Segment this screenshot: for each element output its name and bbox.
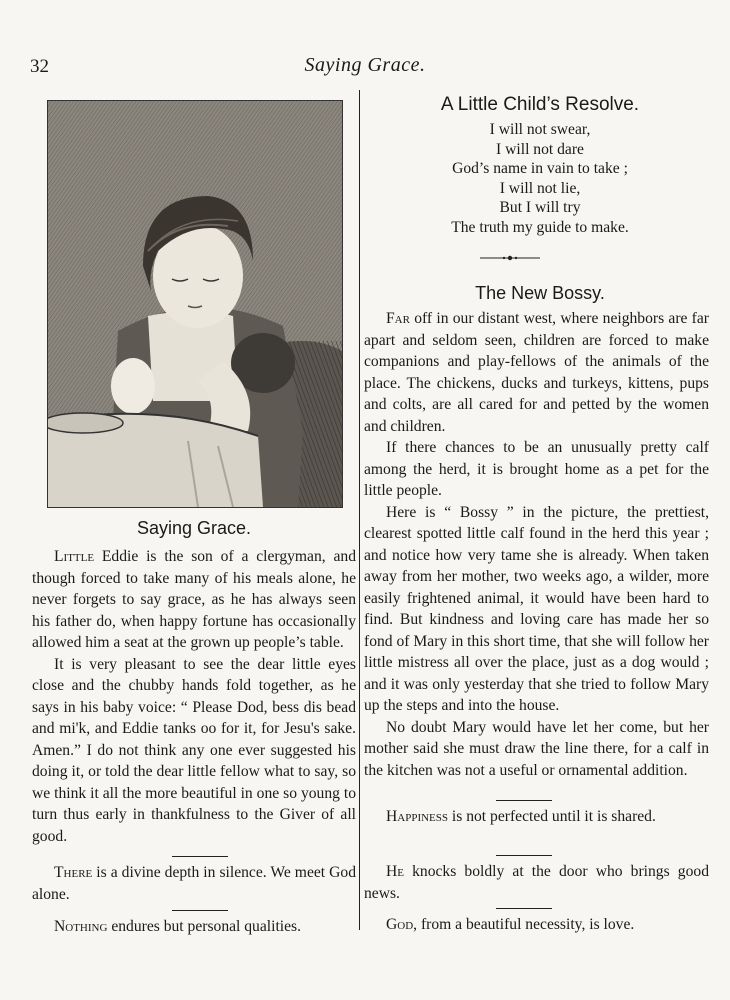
poem-body [370, 120, 710, 238]
short-rule [496, 800, 552, 801]
paragraph [364, 308, 709, 437]
engraving-illustration [47, 100, 343, 508]
page-number: 32 [30, 56, 49, 77]
saying-text: is a divine depth in silence. We meet God alone. [32, 864, 356, 903]
saying-good-news [364, 861, 709, 904]
lead-word: Happiness [386, 808, 449, 825]
paragraph-text: Eddie is the son of a clergyman, and though forced to take many of his meals alone, he never forgets to say grace, as he has always seen his father do, when happy fortune has occasionally allowed him a seat at the grown up people’s table. [32, 548, 356, 651]
saying-god-is-love [364, 914, 709, 936]
paragraph-text: off in our distant west, where neighbors are far apart and seldom seen, children are forced to make companions and play-fellows of the animals of the place. The chickens, ducks and turkeys, kittens, pups and colts, are all cared for and petted by the women and children. [364, 310, 709, 435]
short-rule [496, 908, 552, 909]
saying-text: knocks boldly at the door who brings good news. [364, 863, 709, 902]
poem-line: But I will try [499, 199, 581, 217]
running-title: Saying Grace. [304, 54, 426, 76]
new-bossy-text [364, 308, 709, 781]
poem-line: I will not lie, [499, 179, 581, 197]
saying-happiness [364, 806, 709, 828]
paragraph [32, 546, 356, 654]
story-title-new-bossy: The New Bossy. [475, 283, 605, 303]
paragraph: Here is “ Bossy ” in the picture, the prettiest, clearest spotted little calf found in the herd this year ; and notice how very tame she is already. When taken away from her mother, two weeks ago, a wilder, more easily frightened animal, it would have been hard to find. But kindness and loving care has made her so fond of Mary in this short time, that she will follow her little mistress all over the place, just as a dog would ; and it was only yesterday that she tried to follow Mary up the steps and into the house. [364, 503, 709, 714]
story-title-saying-grace: Saying Grace. [136, 518, 252, 538]
saying-grace-text [32, 546, 356, 847]
child-praying-image [48, 101, 342, 507]
ornament-divider [480, 255, 540, 261]
poem-title: A Little Child’s Resolve. [440, 94, 640, 115]
saying-text: endures but personal qualities. [107, 918, 301, 935]
poem-line: I will not swear, [489, 121, 591, 138]
paragraph: If there chances to be an unusually pretty calf among the herd, it is brought home as a pet for the little people. [364, 439, 709, 499]
poem-line: The truth my guide to make. [451, 218, 629, 236]
lead-word: There [54, 864, 93, 881]
lead-word: Little [54, 548, 95, 565]
saying-text: is not perfected until it is shared. [448, 808, 656, 825]
lead-word: Nothing [54, 918, 108, 935]
saying-text: , from a beautiful necessity, is love. [413, 916, 635, 933]
short-rule [172, 910, 228, 911]
short-rule [172, 856, 228, 857]
lead-word: Far [386, 310, 410, 327]
lead-word: God [386, 916, 414, 933]
paragraph: No doubt Mary would have let her come, but her mother said she must draw the line there, for a calf in the kitchen was not a useful or ornamental addition. [364, 718, 709, 779]
saying-silence [32, 862, 356, 905]
lead-word: He [386, 863, 404, 880]
short-rule [496, 855, 552, 856]
paragraph: It is very pleasant to see the dear little eyes close and the chubby hands fold together, as he says in his baby voice: “ Please Dod, bess dis bead and mi'k, and Eddie tanks oo for it, for Jesu's sake. Amen.” I do not think any one ever suggested his doing it, or told the dear little fellow what to say, so we think it all the more beautiful in one so young to turn thus early in thankfulness to the Giver of all good. [32, 655, 356, 845]
column-divider [359, 90, 360, 930]
saying-personal-qualities [32, 916, 356, 938]
poem-line: God’s name in vain to take ; [452, 160, 628, 178]
poem-line: I will not dare [496, 140, 584, 158]
